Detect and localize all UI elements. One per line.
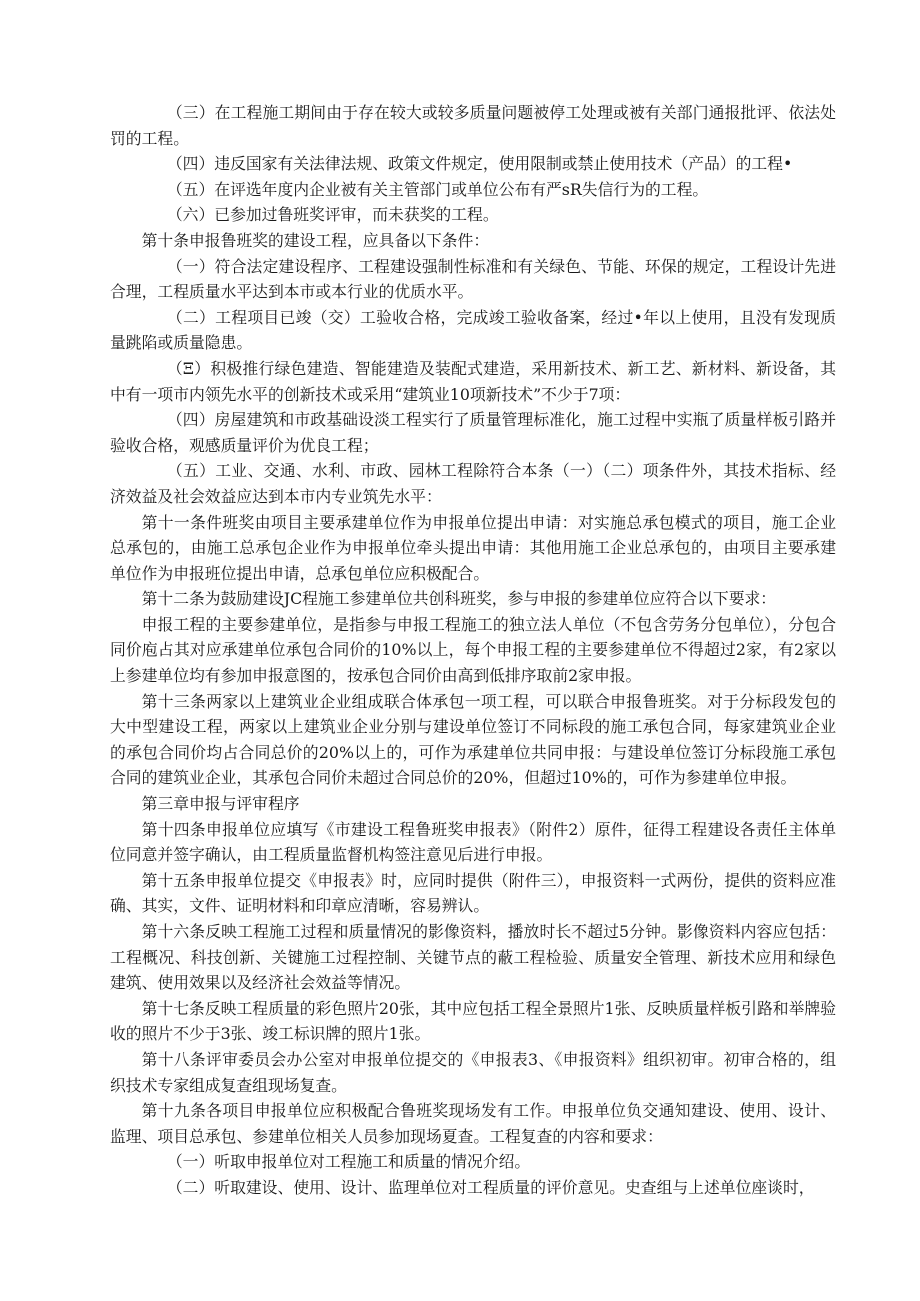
- article-paragraph: 第十九条各项目申报单位应积极配合鲁班奖现场发有工作。申报单位负交通知建设、使用、设计、监理、项目总承包、参建单位相关人员参加现场夏查。工程复查的内容和要求：: [110, 1101, 836, 1146]
- paragraph: （二）听取建设、使用、设计、监理单位对工程质量的评价意见。史查组与上述单位座谈时，: [166, 1177, 815, 1197]
- article-paragraph: 第十三条两家以上建筑业企业组成联合体承包一项工程，可以联合申报鲁班奖。对于分标段发包的大中型建设工程，两家以上建筑业企业分别与建设单位签订不同标段的施工承包合同，每家建筑业企业的承包合同价均占合同总价的20%以上的，可作为承建单位共同申报：与建设单位签订分标段施工承包合同的建筑业企业，其承包合同价未超过合同总价的20%，但超过10%的，可作为参建单位申报。: [110, 691, 836, 788]
- paragraph: （四）房屋建筑和市政基础设淡工程实行了质量管理标准化，施工过程中实瓶了质量样板引路并验收合格，观感质量评价为优良工程；: [110, 410, 836, 455]
- article-paragraph: 第十六条反映工程施工过程和质量情况的影像资料，播放时长不超过5分钟。影像资料内容应包括：工程概况、科技创新、关键施工过程控制、关键节点的蔽工程检验、质量安全管理、新技术应用和绿色建筑、使用效果以及经济社会效益等情况。: [110, 922, 836, 993]
- paragraph: （一）符合法定建设程序、工程建设强制性标准和有关绿色、节能、环保的规定，工程设计先进合理，工程质量水平达到本市或本行业的优质水平。: [110, 256, 836, 302]
- paragraph: （Ξ）积极推行绿色建造、智能建造及装配式建造，采用新技术、新工艺、新材料、新设备，其中有一项市内领先水平的创新技术或采用“建筑业10项新技术”不少于7项：: [110, 358, 836, 404]
- paragraph: （五）工业、交通、水利、市政、园林工程除符合本条（一）（二）项条件外，其技术指标、经济效益及社会效益应达到本市内专业筑先水平：: [110, 461, 836, 506]
- paragraph: （六）已参加过鲁班奖评审，而未获奖的工程。: [166, 205, 499, 225]
- article-paragraph: 第十二条为鼓励建设JC程施工参建单位共创科班奖，参与申报的参建单位应符合以下要求：: [141, 589, 777, 609]
- article-paragraph: 第十一条件班奖由项目主要承建单位作为申报单位提出申请：对实施总承包模式的项目，施工企业总承包的，由施工总承包企业作为申报单位牵头提出申请：其他用施工企业总承包的，由项目主要承建单位作为申报班位提出申请，总承包单位应积极配合。: [110, 512, 836, 583]
- chapter-heading: 第三章申报与评审程序: [141, 794, 300, 814]
- paragraph: （二）工程项目已竣（交）工验收合格，完成竣工验收备案，经过•年以上使用，且没有发现质量跳陷或质量隐患。: [110, 307, 836, 353]
- article-paragraph: 第十五条申报单位提交《申报表》时，应同时提供（附件三），申报资料一式两份，提供的资料应准确、其实，文件、证明材料和印章应清晰，容易辨认。: [110, 870, 836, 916]
- article-paragraph: 第十条申报鲁班奖的建设工程，应具备以下条件：: [141, 230, 490, 250]
- paragraph: （一）听取申报单位对工程施工和质量的情况介绍。: [166, 1152, 531, 1172]
- paragraph: （四）违反国家有关法律法规、政策文件规定，使用限制或禁止使用技术（产品）的工程•: [166, 154, 793, 174]
- paragraph: （五）在评选年度内企业被有关主管部门或单位公布有严sR失信行为的工程。: [166, 179, 709, 199]
- article-paragraph: 第十四条申报单位应填写《市建设工程鲁班奖申报表》（附件2）原件，征得工程建设各责任主体单位同意并签字确认，由工程质量监督机构签注意见后进行申报。: [110, 819, 836, 865]
- paragraph: （三）在工程施工期间由于存在较大或较多质量问题被停工处理或被有关部门通报批评、依法处罚的工程。: [110, 103, 836, 148]
- article-paragraph: 第十七条反映工程质量的彩色照片20张，其中应包括工程全景照片1张、反映质量样板引路和举牌验收的照片不少于3张、竣工标识牌的照片1张。: [110, 998, 836, 1044]
- article-paragraph: 第十八条评审委员会办公室对申报单位提交的《申报表3、《申报资料》组织初审。初审合格的，组织技术专家组成复查组现场复查。: [110, 1049, 836, 1095]
- document-page: [110, 100, 836, 1201]
- article-paragraph: 申报工程的主要参建单位，是指参与申报工程施工的独立法人单位（不包含劳务分包单位），分包合同价庖占其对应承建单位承包合同价的10%以上，每个申报工程的主要参建单位不得超过2家，有2家以上参建单位均有参加申报意图的，按承包合同价由高到低排序取前2家申报。: [110, 614, 836, 686]
